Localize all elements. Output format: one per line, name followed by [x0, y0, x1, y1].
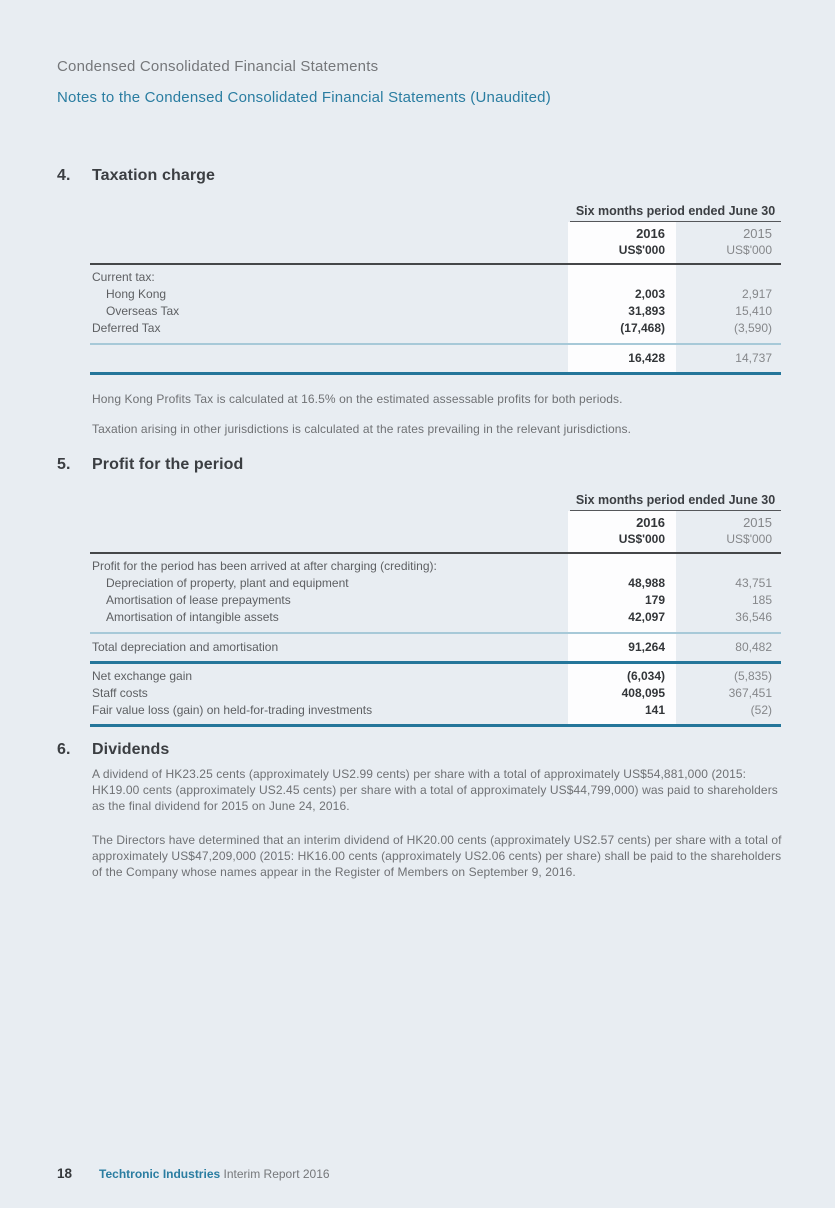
column-header-2015: [676, 227, 781, 257]
footer-report-title: Interim Report 2016: [223, 1167, 330, 1181]
unit-2016: US$'000: [618, 532, 665, 546]
dividends-paragraph: A dividend of HK23.25 cents (approximately US2.99 cents) per share with a total of approximately US$54,881,000 (2015: HK19.00 cents (approximately US2.45 cents) per share with a total of approximately US$44,799,000) was paid to shareholders as the final dividend for 2015 on June 24, 2016.: [92, 767, 778, 813]
row-label: Current tax:: [92, 270, 155, 284]
taxation-charge-table: [90, 204, 781, 375]
row-value-2015: [676, 269, 781, 286]
total-value-2015: 14,737: [735, 351, 772, 365]
row-value-2016: 31,893: [628, 304, 665, 318]
period-header: Six months period ended June 30: [570, 204, 781, 222]
total-value-2016: 16,428: [628, 351, 665, 365]
row-value-2015: 185: [751, 593, 772, 607]
section-5-title: Profit for the period: [92, 456, 244, 473]
page-number: 18: [57, 1166, 73, 1181]
year-2015: 2015: [743, 226, 772, 241]
table-row: [90, 558, 781, 575]
table-row: [90, 269, 781, 286]
row-value-2015: [676, 558, 781, 575]
table-row: [90, 303, 781, 320]
row-value-2015: (3,590): [733, 321, 772, 335]
row-value-2015: 2,917: [741, 287, 772, 301]
column-header-row: [90, 222, 781, 263]
footer-brand: Techtronic Industries: [99, 1167, 221, 1181]
profit-for-period-table: [90, 493, 781, 727]
row-label: Staff costs: [92, 686, 148, 700]
row-value-2016: 179: [644, 593, 665, 607]
table-bottom-rule: [90, 724, 781, 727]
total-row: [90, 345, 781, 372]
table-body: [90, 554, 781, 632]
document-title: Condensed Consolidated Financial Statements: [57, 58, 379, 75]
row-value-2016: (17,468): [620, 321, 665, 335]
taxation-note-paragraph: Taxation arising in other jurisdictions is calculated at the rates prevailing in the relevant jurisdictions.: [92, 422, 632, 436]
column-header-2015: [676, 516, 781, 546]
table-row: [90, 609, 781, 626]
column-header-row: [90, 511, 781, 552]
row-label: Depreciation of property, plant and equipment: [106, 576, 349, 590]
row-value-2015: 43,751: [735, 576, 772, 590]
taxation-note-paragraph: Hong Kong Profits Tax is calculated at 16.5% on the estimated assessable profits for both periods.: [92, 392, 623, 406]
year-2016: 2016: [636, 515, 665, 530]
table-bottom-rule: [90, 372, 781, 375]
table-row: [90, 668, 781, 685]
section-6-title: Dividends: [92, 741, 170, 758]
row-value-2016: [568, 269, 676, 286]
row-value-2015: 36,546: [735, 610, 772, 624]
row-label: Hong Kong: [106, 287, 167, 301]
row-value-2015: 367,451: [728, 686, 772, 700]
unit-2016: US$'000: [618, 243, 665, 257]
table-row: [90, 575, 781, 592]
total-label: [90, 350, 568, 367]
column-header-2016: [568, 516, 676, 546]
page-footer: [57, 1166, 330, 1181]
section-6-number: 6.: [57, 741, 71, 758]
row-value-2016: (6,034): [626, 669, 665, 683]
row-value-2016: [568, 558, 676, 575]
table-row: [90, 286, 781, 303]
section-5-number: 5.: [57, 456, 71, 473]
year-2016: 2016: [636, 226, 665, 241]
row-value-2015: (52): [750, 703, 772, 717]
period-header: Six months period ended June 30: [570, 493, 781, 511]
row-value-2016: 2,003: [634, 287, 665, 301]
row-label: Deferred Tax: [92, 321, 161, 335]
total-value-2015: 80,482: [735, 640, 772, 654]
table-row: [90, 592, 781, 609]
row-value-2016: 42,097: [628, 610, 665, 624]
unit-2015: US$'000: [726, 532, 772, 546]
row-label: Profit for the period has been arrived at after charging (crediting):: [92, 559, 437, 573]
row-label: Amortisation of intangible assets: [106, 610, 279, 624]
row-label: Amortisation of lease prepayments: [106, 593, 291, 607]
section-4-heading: [57, 167, 215, 185]
row-value-2016: 408,095: [621, 686, 665, 700]
year-2015: 2015: [743, 515, 772, 530]
section-4-title: Taxation charge: [92, 167, 216, 184]
table-body: [90, 664, 781, 724]
document-subtitle: Notes to the Condensed Consolidated Financial Statements (Unaudited): [57, 89, 551, 106]
period-header-row: [90, 204, 781, 222]
total-label: Total depreciation and amortisation: [92, 640, 279, 654]
row-value-2016: 48,988: [628, 576, 665, 590]
total-value-2016: 91,264: [628, 640, 665, 654]
row-label: Fair value loss (gain) on held-for-trading investments: [92, 703, 373, 717]
row-label: Overseas Tax: [106, 304, 180, 318]
row-value-2015: 15,410: [735, 304, 772, 318]
table-body: [90, 265, 781, 343]
row-value-2016: 141: [644, 703, 665, 717]
section-4-number: 4.: [57, 167, 71, 184]
table-row: [90, 685, 781, 702]
section-5-heading: [57, 456, 243, 474]
document-header: [57, 58, 551, 106]
dividends-paragraph: The Directors have determined that an interim dividend of HK20.00 cents (approximately US2.57 cents) per share with a total of approximately US$47,209,000 (2015: HK16.00 cents (approximately US2.06 cents) per share) shall be paid to the shareholders of the Company whose names appear in the Register of Members on September 9, 2016.: [92, 833, 782, 879]
total-row: [90, 634, 781, 661]
table-row: [90, 702, 781, 719]
period-header-row: [90, 493, 781, 511]
row-value-2015: (5,835): [733, 669, 772, 683]
column-header-2016: [568, 227, 676, 257]
table-row: [90, 320, 781, 337]
unit-2015: US$'000: [726, 243, 772, 257]
section-6-heading: [57, 741, 169, 759]
row-label: Net exchange gain: [92, 669, 193, 683]
